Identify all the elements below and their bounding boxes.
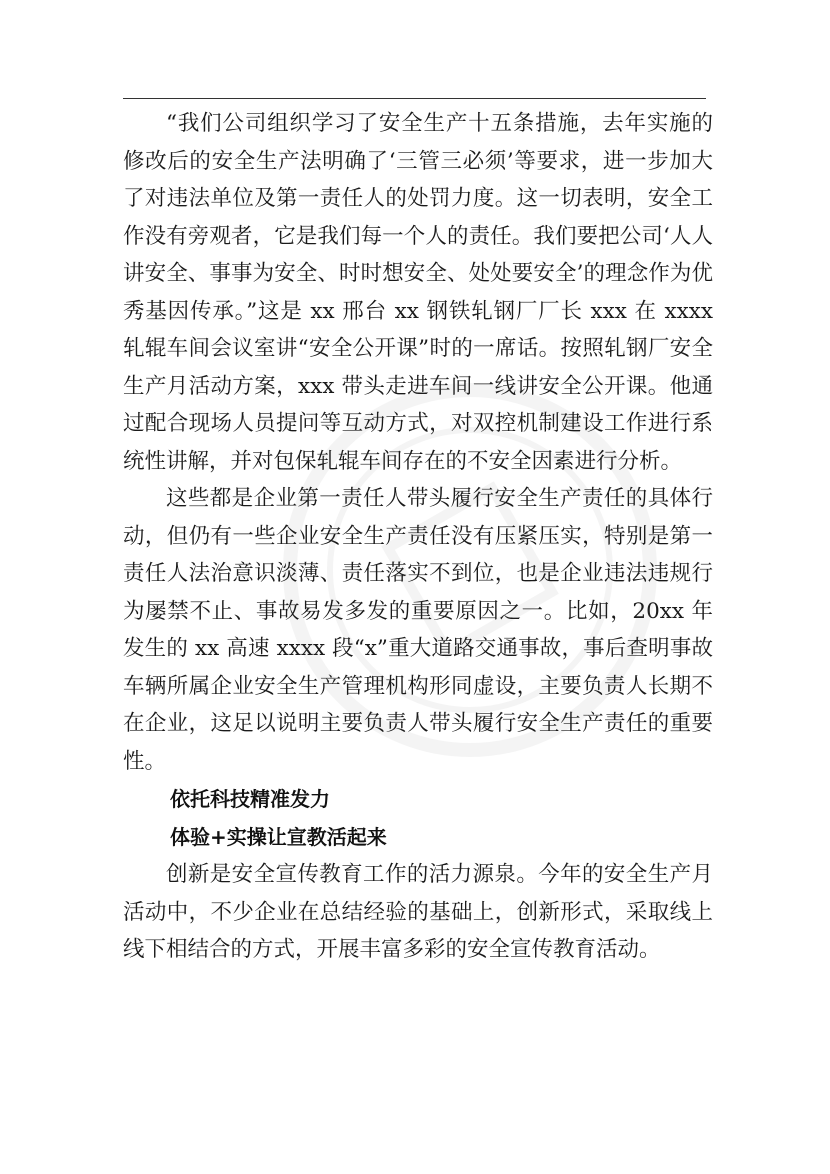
section-heading-2: 体验+实操让宣教活起来 bbox=[170, 824, 387, 849]
paragraph-3: 创新是安全宣传教育工作的活力源泉。今年的安全生产月活动中，不少企业在总结经验的基础上，创新形式，采取线上线下相结合的方式，开展丰富多彩的安全宣传教育活动。 bbox=[123, 862, 713, 962]
document-body bbox=[123, 105, 720, 969]
section-heading-1: 依托科技精准发力 bbox=[170, 787, 330, 811]
paragraph-1: “我们公司组织学习了安全生产十五条措施，去年实施的修改后的安全生产法明确了‘三管三必须’等要求，进一步加大了对违法单位及第一责任人的处罚力度。这一切表明，安全工作没有旁观者，它是我们每一个人的责任。我们要把公司‘人人讲安全、事事为安全、时时想安全、处处要安全’的理念作为优秀基因传承。”这是 xx 邢台 xx 钢铁轧钢厂厂长 xxx 在 xxxx 轧辊车间会议室讲“安全公开课”时的一席话。按照轧钢厂安全生产月活动方案，xxx 带头走进车间一线讲安全公开课。他通过配合现场人员提问等互动方式，对双控机制建设工作进行系统性讲解，并对包保轧辊车间存在的不安全因素进行分析。 bbox=[123, 111, 720, 474]
paragraph-2: 这些都是企业第一责任人带头履行安全生产责任的具体行动，但仍有一些企业安全生产责任没有压紧压实，特别是第一责任人法治意识淡薄、责任落实不到位，也是企业违法违规行为屡禁不止、事故易发多发的重要原因之一。比如，20xx 年发生的 xx 高速 xxxx 段“x”重大道路交通事故，事后查明事故车辆所属企业安全生产管理机构形同虚设，主要负责人长期不在企业，这足以说明主要负责人带头履行安全生产责任的重要性。 bbox=[123, 486, 713, 774]
header-rule bbox=[123, 98, 706, 99]
